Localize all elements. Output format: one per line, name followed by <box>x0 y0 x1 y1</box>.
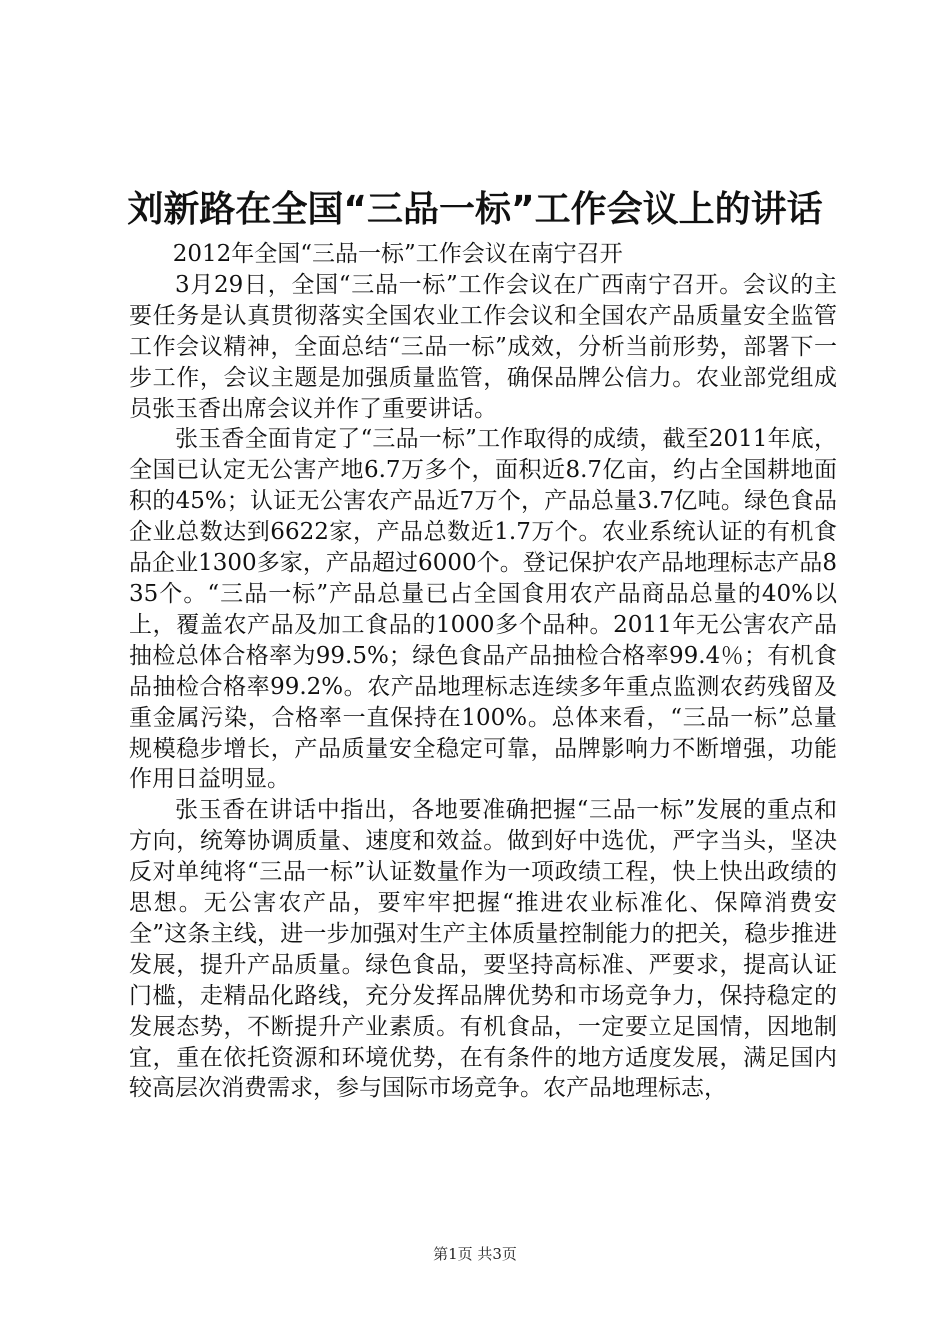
document-body <box>129 239 837 1104</box>
paragraph-meeting-overview: 3月29日，全国“三品一标”工作会议在广西南宁召开。会议的主要任务是认真贯彻落实全国农业工作会议和全国农产品质量安全监管工作会议精神，全面总结“三品一标”成效，分析当前形势，部署下一步工作，会议主题是加强质量监管，确保品牌公信力。农业部党组成员张玉香出席会议并作了重要讲话。 <box>129 271 837 422</box>
meeting-subheading: 2012年全国“三品一标”工作会议在南宁召开 <box>172 241 623 267</box>
paragraph-achievements: 张玉香全面肯定了“三品一标”工作取得的成绩，截至2011年底，全国已认定无公害产地6.7万多个，面积近8.7亿亩，约占全国耕地面积的45%；认证无公害农产品近7万个，产品总量3.7亿吨。绿色食品企业总数达到6622家，产品总数近1.7万个。农业系统认证的有机食品企业1300多家，产品超过6000个。登记保护农产品地理标志产品835个。“三品一标”产品总量已占全国食用农产品商品总量的40%以上，覆盖农产品及加工食品的1000多个品种。2011年无公害农产品抽检总体合格率为99.5%；绿色食品产品抽检合格率99.4％；有机食品抽检合格率99.2%。农产品地理标志连续多年重点监测农药残留及重金属污染，合格率一直保持在100%。总体来看，“三品一标”总量规模稳步增长，产品质量安全稳定可靠，品牌影响力不断增强，功能作用日益明显。 <box>129 426 837 793</box>
page-title: 刘新路在全国“三品一标”工作会议上的讲话 <box>127 189 823 230</box>
paragraph-development-direction: 张玉香在讲话中指出，各地要准确把握“三品一标”发展的重点和方向，统筹协调质量、速度和效益。做到好中选优，严字当头，坚决反对单纯将“三品一标”认证数量作为一项政绩工程，快上快出政绩的思想。无公害农产品，要牢牢把握“推进农业标准化、保障消费安全”这条主线，进一步加强对生产主体质量控制能力的把关，稳步推进发展，提升产品质量。绿色食品，要坚持高标准、严要求，提高认证门槛，走精品化路线，充分发挥品牌优势和市场竞争力，保持稳定的发展态势，不断提升产业素质。有机食品，一定要立足国情，因地制宜，重在依托资源和环境优势，在有条件的地方适度发展，满足国内较高层次消费需求，参与国际市场竞争。农产品地理标志， <box>129 797 837 1102</box>
page-indicator: 第1页 共3页 <box>433 1245 517 1263</box>
